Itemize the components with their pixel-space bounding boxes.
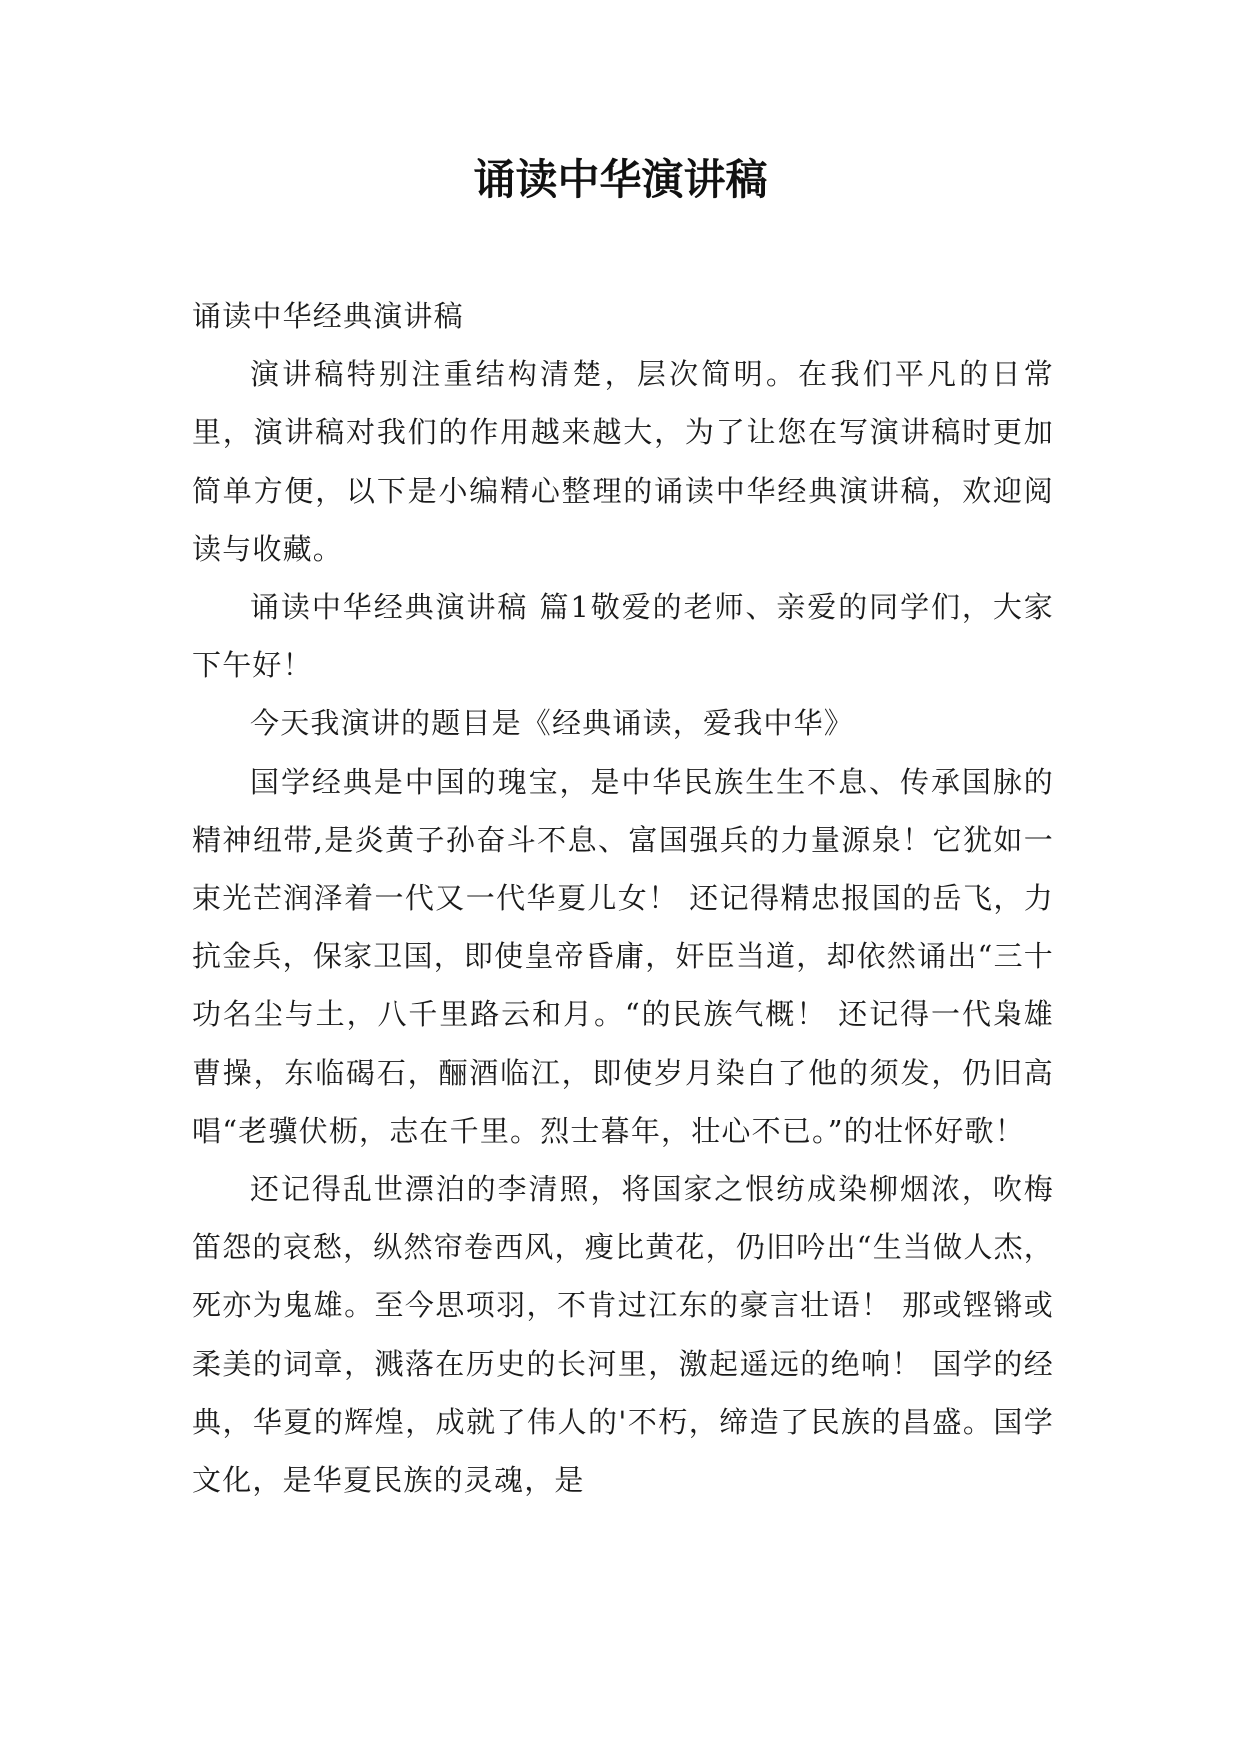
paragraph-intro: 演讲稿特别注重结构清楚，层次简明。在我们平凡的日常里，演讲稿对我们的作用越来越大，为了让您在写演讲稿时更加简单方便，以下是小编精心整理的诵读中华经典演讲稿，欢迎阅读与收藏。	[192, 357, 1054, 566]
document-subtitle: 诵读中华经典演讲稿	[192, 299, 464, 333]
paragraph-classics: 国学经典是中国的瑰宝，是中华民族生生不息、传承国脉的精神纽带,是炎黄子孙奋斗不息、富国强兵的力量源泉！它犹如一束光芒润泽着一代又一代华夏儿女！ 还记得精忠报国的岳飞，力抗金兵，保家卫国，即使皇帝昏庸，奸臣当道，却依然诵出“三十功名尘与土，八千里路云和月。“的民族气概！ 还记得一代枭雄曹操，东临碣石，酾酒临江，即使岁月染白了他的须发，仍旧高唱“老骥伏枥，志在千里。烈士暮年，壮心不已。”的壮怀好歌！	[192, 764, 1054, 1148]
paragraph-topic: 今天我演讲的题目是《经典诵读，爱我中华》	[250, 706, 855, 741]
paragraph-li-qingzhao: 还记得乱世漂泊的李清照，将国家之恨纺成染柳烟浓，吹梅笛怨的哀愁，纵然帘卷西风，瘦比黄花，仍旧吟出“生当做人杰，死亦为鬼雄。至今思项羽，不肯过江东的豪言壮语！ 那或铿锵或柔美的词章，溅落在历史的长河里，激起遥远的绝响！ 国学的经典，华夏的辉煌，成就了伟人的'不朽，缔造了民族的昌盛。国学文化，是华夏民族的灵魂，是	[192, 1172, 1054, 1498]
document-body	[192, 287, 1054, 1509]
paragraph-greeting: 诵读中华经典演讲稿 篇1敬爱的老师、亲爱的同学们，大家下午好！	[192, 590, 1054, 683]
document-title: 诵读中华演讲稿	[473, 155, 768, 204]
